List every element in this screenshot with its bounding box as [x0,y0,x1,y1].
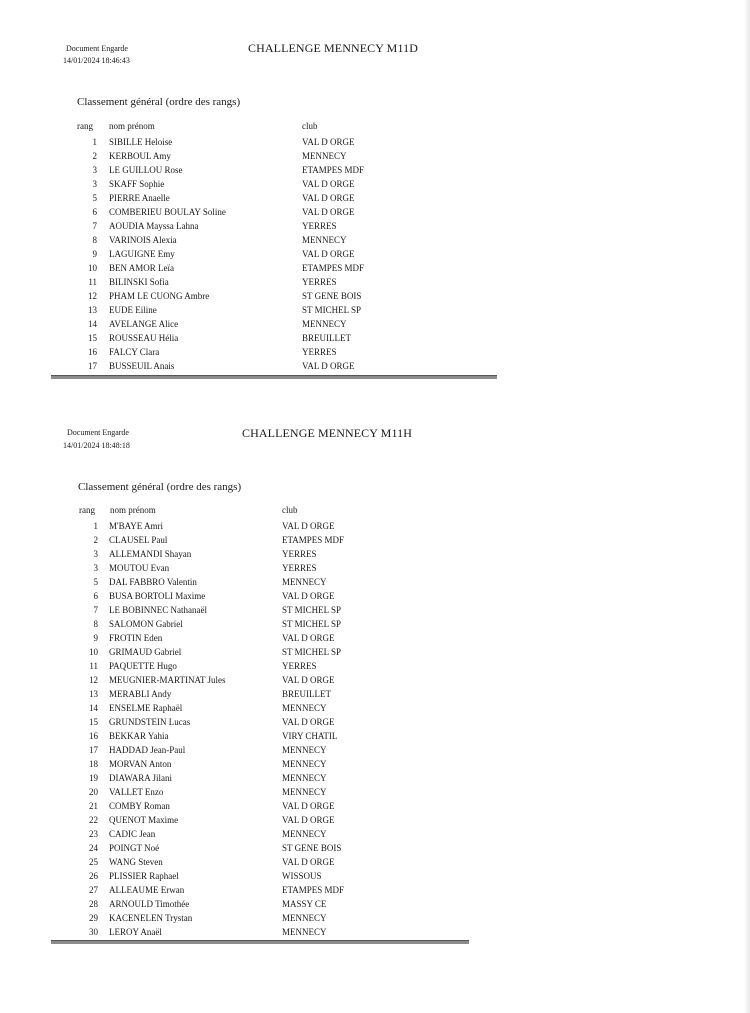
rank-cell: 7 [92,221,97,231]
name-cell: CADIC Jean [109,829,156,839]
column-header-name: nom prénom [110,505,156,515]
name-cell: PIERRE Anaelle [109,193,170,203]
rank-cell: 15 [88,333,97,343]
rank-cell: 16 [88,347,97,357]
rank-cell: 2 [93,535,98,545]
club-cell: VAL D ORGE [282,591,335,601]
table-row [74,785,474,799]
table-row [74,897,474,911]
name-cell: COMBERIEU BOULAY Soline [109,207,226,217]
club-cell: VAL D ORGE [282,815,335,825]
table-row [74,729,474,743]
table-row [73,331,493,345]
name-cell: ARNOULD Timothée [109,899,190,909]
name-cell: LE BOBINNEC Nathanaël [109,605,207,615]
table-row [74,757,474,771]
rank-cell: 23 [89,829,98,839]
name-cell: PHAM LE CUONG Ambre [109,291,210,301]
rank-cell: 25 [89,857,98,867]
rank-cell: 28 [89,899,98,909]
rank-cell: 24 [89,843,98,853]
name-cell: ALLEMANDI Shayan [109,549,192,559]
club-cell: ST MICHEL SP [282,647,342,657]
ranking-table [73,135,493,373]
club-cell: MENNECY [282,913,327,923]
table-row [73,135,493,149]
name-cell: SALOMON Gabriel [109,619,183,629]
name-cell: KERBOUL Amy [109,151,171,161]
rank-cell: 17 [89,745,98,755]
rank-cell: 1 [93,521,98,531]
club-cell: VIRY CHATIL [282,731,338,741]
table-row [74,631,474,645]
table-row [74,813,474,827]
rank-cell: 30 [89,927,98,937]
rank-cell: 11 [89,661,98,671]
club-cell: ETAMPES MDF [282,885,345,895]
club-cell: MENNECY [282,577,327,587]
table-row [74,883,474,897]
rank-cell: 14 [89,703,98,713]
rank-cell: 17 [88,361,97,371]
table-row [74,799,474,813]
table-row [73,149,493,163]
table-row [73,163,493,177]
column-header-name: nom prénom [109,121,155,131]
rank-cell: 11 [88,277,97,287]
table-row [73,303,493,317]
rank-cell: 20 [89,787,98,797]
rank-cell: 5 [93,577,98,587]
name-cell: ALLEAUME Erwan [109,885,185,895]
club-cell: VAL D ORGE [282,675,335,685]
page-title: CHALLENGE MENNECY M11D [248,41,418,55]
rank-cell: 22 [89,815,98,825]
club-cell: ETAMPES MDF [302,263,365,273]
club-cell: ST GENE BOIS [302,291,362,301]
name-cell: MERABLI Andy [109,689,172,699]
name-cell: QUENOT Maxime [109,815,179,825]
rank-cell: 14 [88,319,97,329]
rank-cell: 16 [89,731,98,741]
club-cell: YERRES [302,221,337,231]
table-row [74,687,474,701]
name-cell: WANG Steven [109,857,163,867]
club-cell: MENNECY [282,745,327,755]
name-cell: EUDE Eiline [109,305,157,315]
rank-cell: 8 [93,619,98,629]
page-edge-shadow [744,0,750,1013]
club-cell: MENNECY [302,151,347,161]
club-cell: MENNECY [282,759,327,769]
name-cell: SIBILLE Heloise [109,137,173,147]
rank-cell: 8 [92,235,97,245]
club-cell: MENNECY [302,319,347,329]
table-row [73,205,493,219]
club-cell: ST MICHEL SP [282,605,342,615]
table-row [74,771,474,785]
club-cell: MENNECY [302,235,347,245]
column-header-club: club [302,121,318,131]
club-cell: YERRES [282,549,317,559]
rank-cell: 26 [89,871,98,881]
table-row [74,561,474,575]
name-cell: ROUSSEAU Hélia [109,333,179,343]
rank-cell: 10 [89,647,98,657]
table-row [73,191,493,205]
name-cell: POINGT Noé [109,843,160,853]
table-row [73,261,493,275]
column-header-rank: rang [79,505,95,515]
document-label: Document Engarde [66,44,128,53]
column-header-club: club [282,505,298,515]
club-cell: MENNECY [282,829,327,839]
ranking-subtitle: Classement général (ordre des rangs) [78,481,242,493]
column-header-rank: rang [77,121,93,131]
table-bottom-rule [51,375,497,379]
table-row [73,275,493,289]
club-cell: ST MICHEL SP [282,619,342,629]
name-cell: DIAWARA Jilani [109,773,173,783]
club-cell: MASSY CE [282,899,327,909]
club-cell: YERRES [302,347,337,357]
club-cell: ETAMPES MDF [282,535,345,545]
table-row [73,233,493,247]
table-row [74,533,474,547]
name-cell: KACENELEN Trystan [109,913,193,923]
rank-cell: 6 [92,207,97,217]
club-cell: MENNECY [282,773,327,783]
name-cell: LAGUIGNE Emy [109,249,175,259]
name-cell: MEUGNIER-MARTINAT Jules [109,675,226,685]
rank-cell: 7 [93,605,98,615]
club-cell: YERRES [282,661,317,671]
ranking-subtitle: Classement général (ordre des rangs) [77,96,241,108]
club-cell: VAL D ORGE [302,361,355,371]
name-cell: MORVAN Anton [109,759,172,769]
name-cell: BILINSKI Sofia [109,277,169,287]
name-cell: HADDAD Jean-Paul [109,745,186,755]
table-row [74,547,474,561]
club-cell: MENNECY [282,703,327,713]
club-cell: BREUILLET [282,689,331,699]
name-cell: PAQUETTE Hugo [109,661,177,671]
name-cell: BEN AMOR Leïa [109,263,174,273]
table-row [74,617,474,631]
rank-cell: 19 [89,773,98,783]
rank-cell: 9 [93,633,98,643]
name-cell: AOUDIA Mayssa Lahna [109,221,199,231]
name-cell: GRIMAUD Gabriel [109,647,182,657]
name-cell: PLISSIER Raphael [109,871,179,881]
rank-cell: 3 [93,549,98,559]
name-cell: M'BAYE Amri [109,521,164,531]
rank-cell: 9 [92,249,97,259]
table-row [73,289,493,303]
name-cell: DAL FABBRO Valentin [109,577,197,587]
club-cell: YERRES [302,277,337,287]
rank-cell: 1 [92,137,97,147]
club-cell: YERRES [282,563,317,573]
club-cell: VAL D ORGE [302,207,355,217]
club-cell: VAL D ORGE [302,249,355,259]
table-row [73,345,493,359]
table-row [74,869,474,883]
club-cell: VAL D ORGE [282,857,335,867]
table-row [74,841,474,855]
rank-cell: 12 [89,675,98,685]
name-cell: LE GUILLOU Rose [109,165,183,175]
table-row [73,247,493,261]
table-row [73,177,493,191]
name-cell: COMBY Roman [109,801,170,811]
table-row [74,589,474,603]
rank-cell: 12 [88,291,97,301]
table-row [73,359,493,373]
table-row [74,673,474,687]
table-row [74,855,474,869]
rank-cell: 13 [89,689,98,699]
name-cell: ENSELME Raphaël [109,703,183,713]
club-cell: ST MICHEL SP [302,305,362,315]
name-cell: AVELANGE Alice [109,319,179,329]
table-row [74,827,474,841]
name-cell: BUSA BORTOLI Maxime [109,591,206,601]
club-cell: VAL D ORGE [282,633,335,643]
table-row [73,219,493,233]
document-label: Document Engarde [67,428,129,437]
page-title: CHALLENGE MENNECY M11H [242,426,412,440]
club-cell: WISSOUS [282,871,322,881]
table-row [74,743,474,757]
table-bottom-rule [51,940,469,944]
club-cell: VAL D ORGE [282,717,335,727]
name-cell: VARINOIS Alexia [109,235,177,245]
name-cell: BEKKAR Yahia [109,731,169,741]
rank-cell: 3 [92,165,97,175]
name-cell: LEROY Anaël [109,927,162,937]
club-cell: VAL D ORGE [302,137,355,147]
club-cell: MENNECY [282,927,327,937]
ranking-table [74,519,474,939]
rank-cell: 3 [92,179,97,189]
table-row [74,645,474,659]
club-cell: MENNECY [282,787,327,797]
name-cell: FALCY Clara [109,347,160,357]
table-row [74,911,474,925]
name-cell: VALLET Enzo [109,787,164,797]
club-cell: VAL D ORGE [302,193,355,203]
table-row [74,715,474,729]
document-timestamp: 14/01/2024 18:48:18 [63,441,130,450]
document-timestamp: 14/01/2024 18:46:43 [63,56,130,65]
club-cell: VAL D ORGE [302,179,355,189]
rank-cell: 21 [89,801,98,811]
name-cell: FROTIN Eden [109,633,163,643]
rank-cell: 2 [92,151,97,161]
table-row [74,659,474,673]
club-cell: VAL D ORGE [282,801,335,811]
club-cell: BREUILLET [302,333,351,343]
table-row [74,575,474,589]
rank-cell: 15 [89,717,98,727]
table-row [74,519,474,533]
rank-cell: 29 [89,913,98,923]
table-row [73,317,493,331]
rank-cell: 10 [88,263,97,273]
club-cell: VAL D ORGE [282,521,335,531]
table-row [74,603,474,617]
rank-cell: 6 [93,591,98,601]
name-cell: BUSSEUIL Anais [109,361,175,371]
name-cell: CLAUSEL Paul [109,535,168,545]
table-row [74,925,474,939]
rank-cell: 27 [89,885,98,895]
name-cell: MOUTOU Evan [109,563,170,573]
table-row [74,701,474,715]
name-cell: GRUNDSTEIN Lucas [109,717,191,727]
club-cell: ST GENE BOIS [282,843,342,853]
rank-cell: 3 [93,563,98,573]
rank-cell: 5 [92,193,97,203]
rank-cell: 13 [88,305,97,315]
rank-cell: 18 [89,759,98,769]
club-cell: ETAMPES MDF [302,165,365,175]
name-cell: SKAFF Sophie [109,179,165,189]
